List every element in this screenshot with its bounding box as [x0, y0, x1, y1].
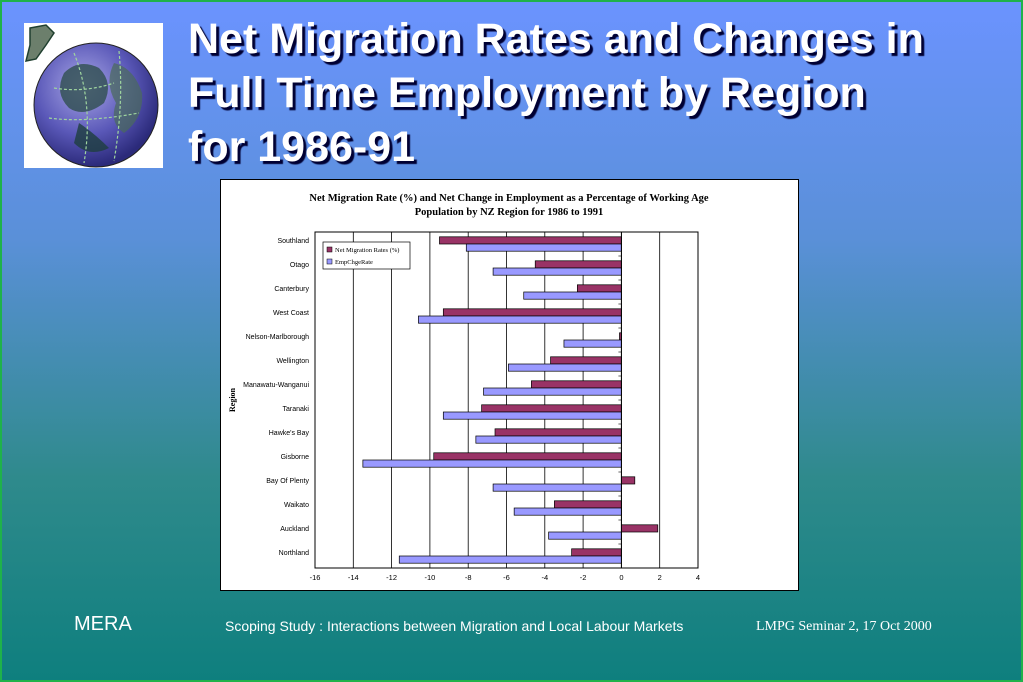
y-axis-label: Region [228, 388, 237, 412]
bar-emp-change [466, 244, 621, 251]
bar-emp-change [443, 412, 621, 419]
category-label: Canterbury [274, 286, 309, 293]
category-label: Hawke's Bay [268, 430, 309, 437]
globe-map-icon [24, 23, 163, 168]
bar-net-migration [554, 501, 621, 508]
x-tick-label: -6 [503, 573, 510, 582]
bar-net-migration [434, 453, 622, 460]
x-tick-label: -8 [464, 573, 472, 582]
bar-emp-change [363, 460, 622, 467]
bar-emp-change [508, 364, 621, 371]
legend-label: EmpChgeRate [335, 259, 373, 266]
category-label: Bay Of Plenty [266, 478, 309, 485]
bar-net-migration [531, 381, 621, 388]
x-tick-label: -10 [424, 573, 436, 582]
footer-org: MERA [74, 613, 132, 635]
category-label: Otago [289, 262, 309, 269]
category-label: Gisborne [280, 454, 309, 461]
bar-net-migration [482, 405, 622, 412]
chart-title-line: Population by NZ Region for 1986 to 1991 [414, 207, 604, 218]
bar-net-migration [535, 261, 621, 268]
category-label: West Coast [272, 310, 309, 317]
legend-label: Net Migration Rates (%) [335, 247, 400, 254]
bar-net-migration [495, 429, 621, 436]
chart-title-line: Net Migration Rate (%) and Net Change in Employment as a Percentage of Working Age [309, 193, 709, 204]
bar-emp-change [484, 388, 622, 395]
category-label: Manawatu-Wanganui [243, 382, 309, 389]
bar-net-migration [439, 237, 621, 244]
slide-title: Net Migration Rates and Changes in Full Time Employment by Region for 1986-91 [188, 15, 924, 171]
chart-svg [221, 180, 798, 590]
bar-emp-change [549, 532, 622, 539]
bar-emp-change [514, 508, 621, 515]
footer-seminar: LMPG Seminar 2, 17 Oct 2000 [756, 619, 932, 634]
bar-emp-change [399, 556, 621, 563]
bar-emp-change [564, 340, 621, 347]
x-tick-label: -14 [347, 573, 359, 582]
legend-swatch [327, 247, 332, 252]
category-label: Waikato [283, 502, 309, 509]
bar-net-migration [621, 525, 657, 532]
bar-net-migration [551, 357, 622, 364]
x-tick-label: 0 [619, 573, 624, 582]
x-tick-label: -16 [309, 573, 321, 582]
bar-net-migration [621, 477, 634, 484]
bar-emp-change [476, 436, 622, 443]
bar-emp-change [418, 316, 621, 323]
chart [220, 179, 799, 591]
category-label: Nelson-Marlborough [245, 334, 309, 341]
footer-study-title: Scoping Study : Interactions between Migration and Local Labour Markets [225, 618, 684, 634]
category-label: Southland [277, 238, 309, 245]
bar-net-migration [443, 309, 621, 316]
logo [24, 23, 163, 168]
bar-emp-change [493, 268, 621, 275]
category-label: Auckland [280, 526, 309, 533]
bar-net-migration [572, 549, 622, 556]
category-label: Wellington [276, 358, 309, 365]
category-label: Taranaki [282, 406, 309, 413]
x-tick-label: -12 [386, 573, 398, 582]
x-tick-label: -2 [579, 573, 587, 582]
x-tick-label: 4 [695, 573, 701, 582]
bar-emp-change [524, 292, 622, 299]
legend-swatch [327, 259, 332, 264]
category-label: Northland [278, 550, 309, 557]
bar-net-migration [577, 285, 621, 292]
x-tick-label: 2 [657, 573, 662, 582]
bar-emp-change [493, 484, 621, 491]
x-tick-label: -4 [541, 573, 549, 582]
